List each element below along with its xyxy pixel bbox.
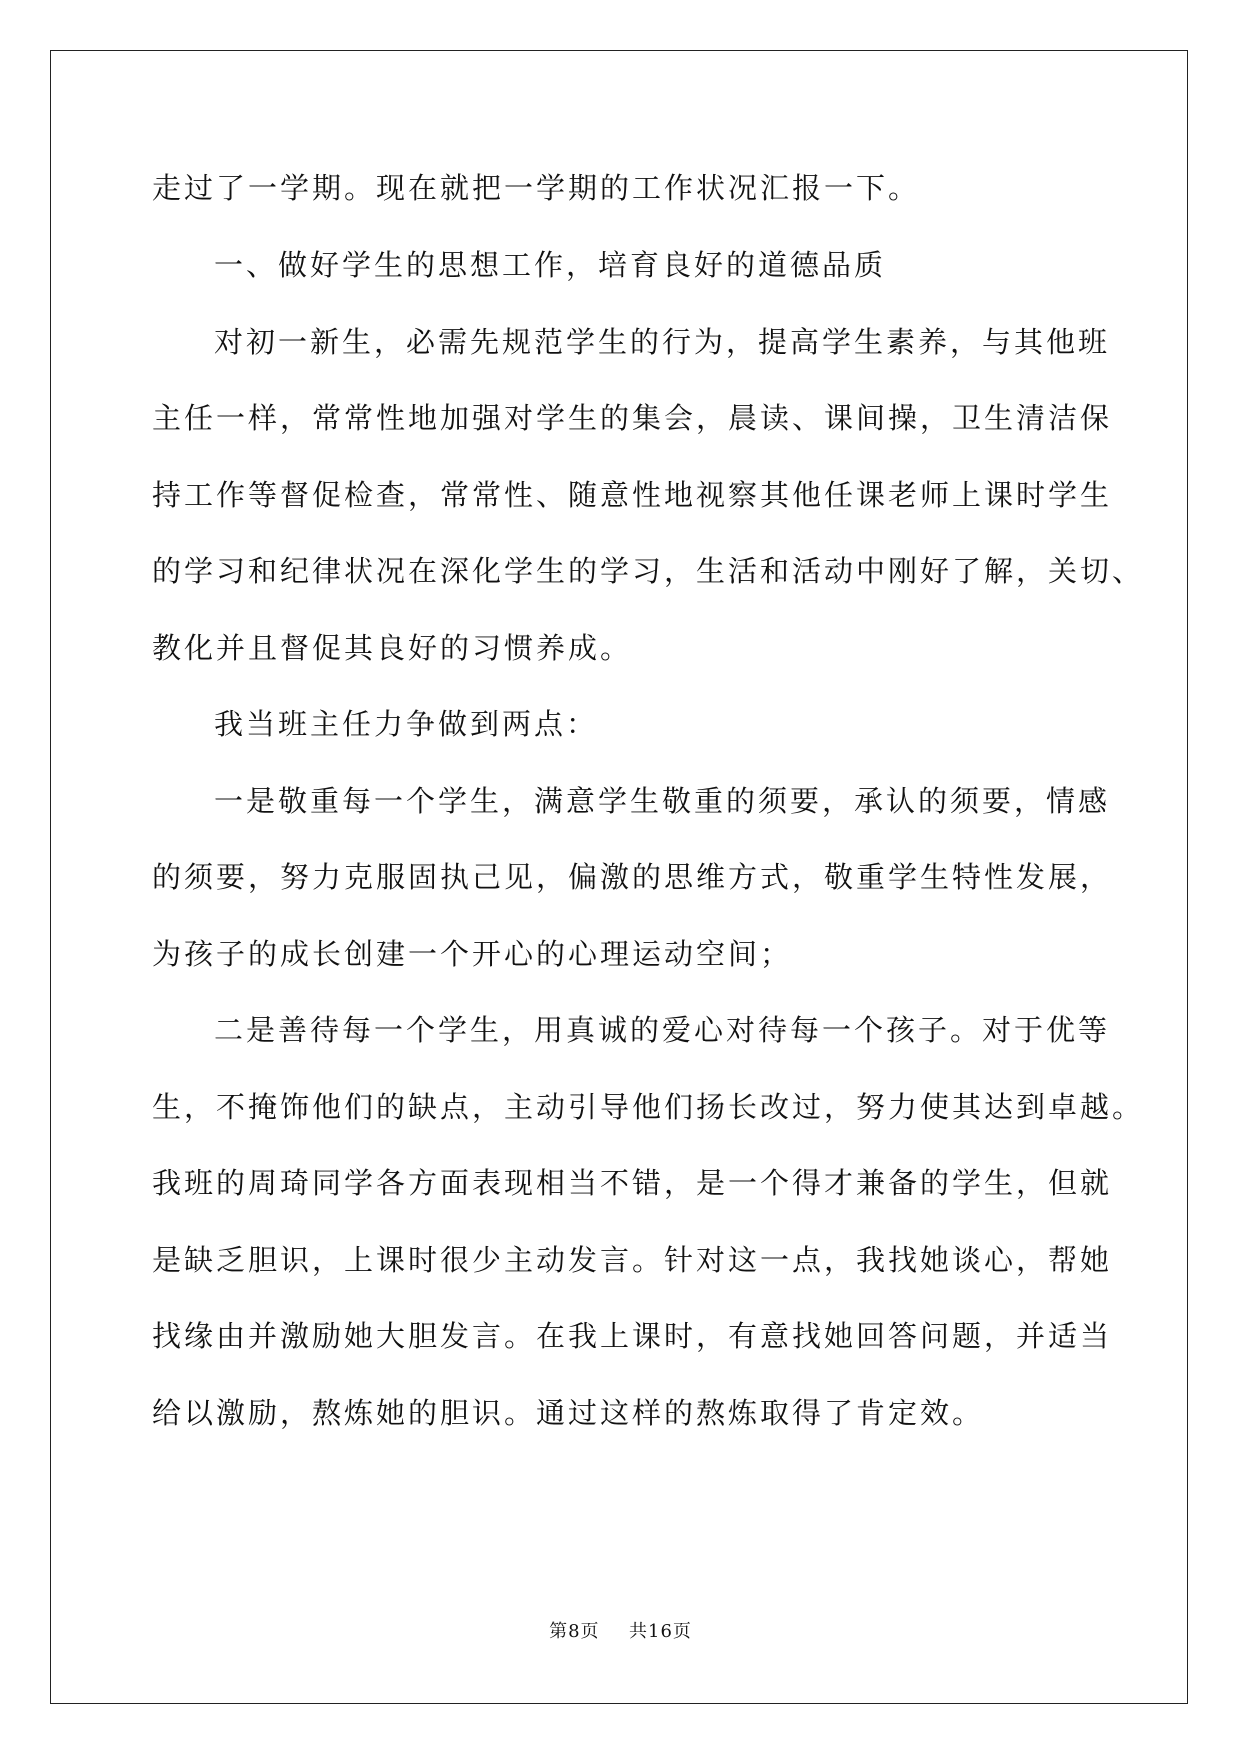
page-footer [0,1620,1241,1644]
text-line: 主任一样，常常性地加强对学生的集会，晨读、课间操，卫生清洁保 [152,401,1113,435]
text-line: 我当班主任力争做到两点： [214,707,599,741]
text-line: 教化并且督促其良好的习惯养成。 [152,631,633,665]
text-line: 二是善待每一个学生，用真诚的爱心对待每一个孩子。对于优等 [214,1013,1111,1047]
text-line: 是缺乏胆识，上课时很少主动发言。针对这一点，我找她谈心，帮她 [152,1243,1113,1277]
text-line: 生，不掩饰他们的缺点，主动引导他们扬长改过，努力使其达到卓越。 [152,1090,1145,1124]
text-line: 找缘由并激励她大胆发言。在我上课时，有意找她回答问题，并适当 [152,1319,1113,1353]
text-line: 给以激励，熬炼她的胆识。通过这样的熬炼取得了肯定效。 [152,1396,985,1430]
text-line: 的须要，努力克服固执己见，偏激的思维方式，敬重学生特性发展， [152,860,1113,894]
text-line: 为孩子的成长创建一个开心的心理运动空间； [152,937,793,971]
text-line: 对初一新生，必需先规范学生的行为，提高学生素养，与其他班 [214,325,1111,359]
text-line: 走过了一学期。现在就把一学期的工作状况汇报一下。 [152,171,921,205]
text-line: 我班的周琦同学各方面表现相当不错，是一个得才兼备的学生，但就 [152,1166,1113,1200]
text-line: 一是敬重每一个学生，满意学生敬重的须要，承认的须要，情感 [214,784,1111,818]
page-total: 共16页 [629,1621,692,1642]
page-number: 第8页 [549,1621,600,1642]
text-line: 持工作等督促检查，常常性、随意性地视察其他任课老师上课时学生 [152,478,1113,512]
text-line: 的学习和纪律状况在深化学生的学习，生活和活动中刚好了解，关切、 [152,554,1145,588]
section-heading: 一、做好学生的思想工作，培育良好的道德品质 [214,248,887,282]
